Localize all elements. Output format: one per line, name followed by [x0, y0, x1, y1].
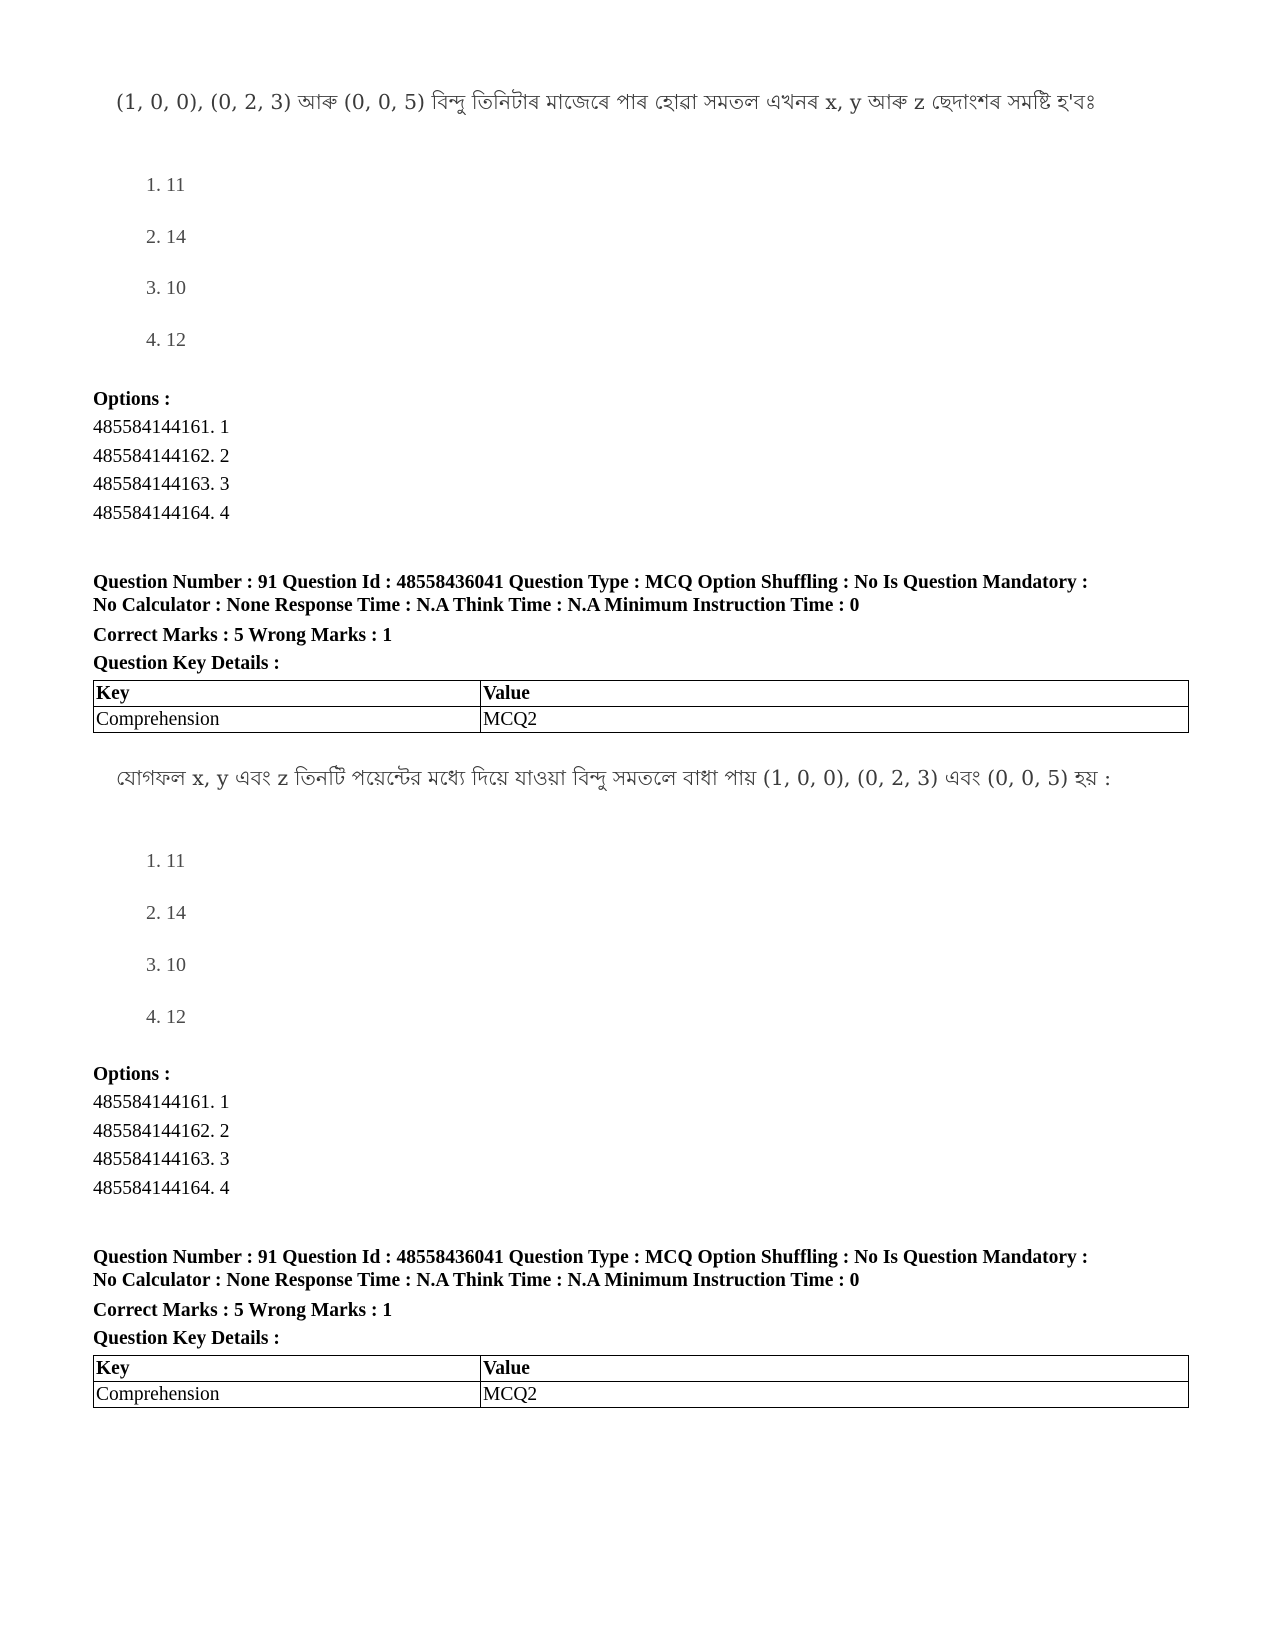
question-image-assamese — [116, 86, 1176, 356]
option-item: 485584144162. 2 — [93, 1120, 230, 1142]
option-item: 485584144161. 1 — [93, 417, 230, 438]
table-row — [94, 1382, 1189, 1408]
cell-value: MCQ2 — [481, 1382, 1189, 1408]
options-label: Options : — [93, 389, 171, 410]
question-image-bengali — [116, 762, 1176, 1032]
choice-3: 3. 10 — [146, 954, 186, 976]
option-item: 485584144164. 4 — [93, 1177, 230, 1199]
options-label: Options : — [93, 1064, 171, 1085]
question-text: (1, 0, 0), (0, 2, 3) আৰু (0, 0, 5) বিন্দু তিনিটাৰ মাজেৰে পাৰ হোৱা সমতল এখনৰ x, y আৰু z ছেদাংশৰ সমষ্টি হ'বঃ — [116, 90, 1096, 114]
choice-2: 2. 14 — [146, 902, 186, 924]
choice-1: 1. 11 — [146, 850, 186, 872]
option-item: 485584144161. 1 — [93, 1092, 230, 1113]
choice-3: 3. 10 — [146, 277, 186, 299]
question-meta-line2: No Calculator : None Response Time : N.A Think Time : N.A Minimum Instruction Time : 0 — [93, 595, 860, 616]
question-meta — [93, 1246, 1183, 1408]
question-meta-line1: Question Number : 91 Question Id : 48558436041 Question Type : MCQ Option Shuffling : No Is Question Mandatory : — [93, 1247, 1089, 1268]
question-meta — [93, 571, 1183, 733]
header-key: Key — [94, 1356, 481, 1382]
option-item: 485584144164. 4 — [93, 502, 230, 524]
question-meta-line2: No Calculator : None Response Time : N.A Think Time : N.A Minimum Instruction Time : 0 — [93, 1270, 860, 1291]
key-details-table — [93, 680, 1189, 733]
option-item: 485584144163. 3 — [93, 1149, 230, 1170]
table-header-row — [94, 681, 1189, 707]
header-key: Key — [94, 681, 481, 707]
key-details-label: Question Key Details : — [93, 653, 280, 674]
choice-4: 4. 12 — [146, 329, 186, 351]
table-row — [94, 707, 1189, 733]
key-details-table — [93, 1355, 1189, 1408]
marks-line: Correct Marks : 5 Wrong Marks : 1 — [93, 1300, 393, 1321]
marks-line: Correct Marks : 5 Wrong Marks : 1 — [93, 625, 393, 646]
table-header-row — [94, 1356, 1189, 1382]
cell-key: Comprehension — [94, 1382, 481, 1408]
choice-4: 4. 12 — [146, 1006, 186, 1028]
choice-2: 2. 14 — [146, 226, 186, 248]
question-text: যোগফল x, y এবং z তিনটি পয়েন্টের মধ্যে দিয়ে যাওয়া বিন্দু সমতলে বাধা পায় (1, 0, 0), (0, 2, 3) এবং (0, 0, 5) হয় : — [116, 766, 1112, 790]
option-item: 485584144163. 3 — [93, 474, 230, 495]
header-value: Value — [481, 681, 1189, 707]
options-section — [93, 1061, 1183, 1203]
cell-key: Comprehension — [94, 707, 481, 733]
options-section — [93, 386, 1183, 528]
question-meta-line1: Question Number : 91 Question Id : 48558436041 Question Type : MCQ Option Shuffling : No Is Question Mandatory : — [93, 572, 1089, 593]
key-details-label: Question Key Details : — [93, 1328, 280, 1349]
cell-value: MCQ2 — [481, 707, 1189, 733]
header-value: Value — [481, 1356, 1189, 1382]
option-item: 485584144162. 2 — [93, 445, 230, 467]
choice-1: 1. 11 — [146, 174, 186, 196]
